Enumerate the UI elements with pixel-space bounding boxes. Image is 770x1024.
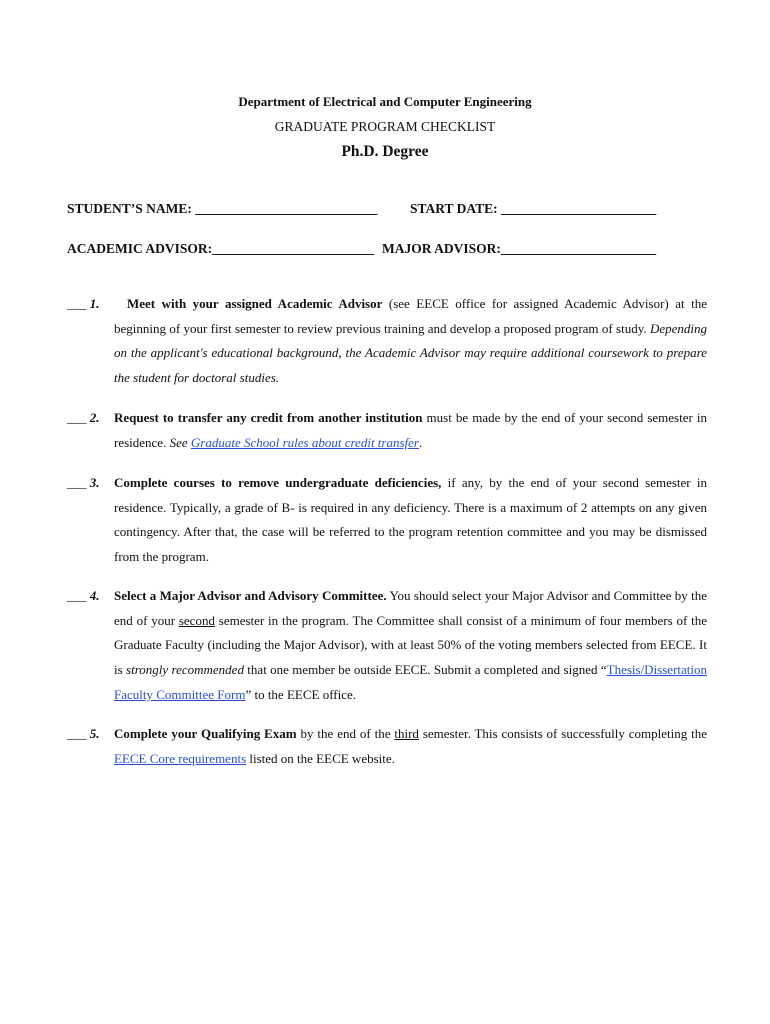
item-heading: Complete your Qualifying Exam	[114, 726, 297, 741]
item-note: Depending on the applicant's educational background, the Academic Advisor may require additional coursework to prepare the student for doctoral studies.	[114, 320, 707, 386]
item-text	[114, 722, 707, 771]
core-requirements-link[interactable]: EECE Core requirements	[114, 750, 247, 766]
item-note: See	[169, 434, 191, 450]
checkbox-blank[interactable]: ___	[67, 475, 87, 490]
item-end: .	[418, 434, 423, 450]
academic-advisor-field[interactable]: ACADEMIC ADVISOR:________________________	[67, 241, 375, 256]
item-body: that one member be outside EECE. Submit a completed and signed “	[243, 662, 607, 678]
checklist-item-1	[67, 292, 707, 391]
student-name-field[interactable]: STUDENT’S NAME: ___________________________	[67, 201, 378, 216]
checkbox-blank[interactable]: ___	[67, 726, 87, 741]
checkbox-blank[interactable]: ___	[67, 410, 87, 425]
item-text	[114, 292, 707, 391]
emphasis-recommended: strongly recommended	[126, 662, 244, 678]
emphasis-third: third	[394, 726, 419, 741]
degree-title: Ph.D. Degree	[341, 143, 429, 160]
item-text	[114, 471, 707, 570]
checkbox-blank[interactable]: ___	[67, 296, 87, 311]
item-number-label: 2.	[89, 410, 100, 425]
item-heading: Complete courses to remove undergraduate deficiencies,	[114, 475, 442, 490]
item-text	[114, 584, 707, 708]
checklist-item-3	[67, 471, 707, 570]
checklist-item-4	[67, 584, 707, 708]
credit-transfer-link[interactable]: Graduate School rules about credit transfer	[190, 434, 419, 450]
item-heading: Select a Major Advisor and Advisory Committee.	[114, 588, 387, 603]
item-heading: Request to transfer any credit from another institution	[114, 410, 423, 425]
item-body: (see EECE office for assigned Academic Advisor) at the beginning of your first semester to review previous training and develop a proposed program of study.	[114, 296, 708, 336]
item-body: if any, by the end of your second semester in residence. Typically, a grade of B- is required in any deficiency. There is a maximum of 2 attempts on any given contingency. After that, the case will be referred to the program retention committee and you may be dismissed from the program.	[114, 475, 707, 565]
item-body: by the end of the	[296, 726, 395, 741]
item-number-label: 1.	[89, 296, 100, 311]
item-number	[67, 406, 100, 431]
committee-form-link[interactable]: Thesis/Dissertation Faculty Committee Form	[114, 662, 708, 702]
item-body: must be made by the end of your second semester in residence.	[114, 410, 707, 450]
item-number	[67, 722, 100, 747]
item-number-label: 4.	[89, 588, 100, 603]
item-body: semester. This consists of successfully completing the	[418, 726, 707, 741]
item-number	[67, 292, 100, 317]
item-number	[67, 471, 100, 496]
item-number	[67, 584, 100, 609]
item-number-label: 5.	[89, 726, 100, 741]
item-body: You should select your Major Advisor and Committee by the end of your	[114, 588, 707, 628]
checkbox-blank[interactable]: ___	[67, 588, 87, 603]
item-heading: Meet with your assigned Academic Advisor	[127, 296, 383, 311]
checklist-title: GRADUATE PROGRAM CHECKLIST	[274, 119, 496, 134]
checklist-item-5	[67, 722, 707, 771]
major-advisor-field[interactable]: MAJOR ADVISOR:_______________________	[382, 241, 657, 256]
emphasis-second: second	[178, 612, 215, 628]
item-body: semester in the program. The Committee shall consist of a minimum of four members of the Graduate Faculty (including the Major Advisor), with at least 50% of the voting members selected from EECE. It is	[114, 612, 707, 678]
checklist-item-2	[67, 406, 707, 455]
item-body: ” to the EECE office.	[245, 686, 357, 702]
item-number-label: 3.	[89, 475, 100, 490]
department-heading: Department of Electrical and Computer Engineering	[238, 94, 532, 109]
item-text	[114, 406, 707, 455]
start-date-field[interactable]: START DATE: _______________________	[410, 201, 657, 216]
item-body: listed on the EECE website.	[246, 750, 395, 766]
